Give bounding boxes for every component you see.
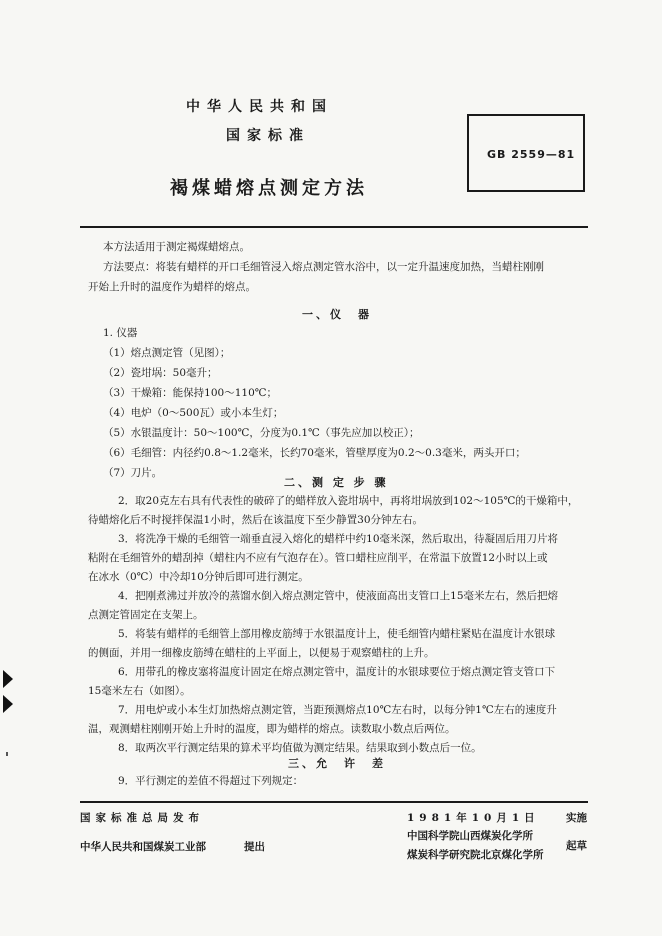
list-item: （1）熔点测定管（见图）； [103,347,231,359]
scan-speck [6,752,8,756]
procedure-line: 2．取20克左右具有代表性的破碎了的蜡样放入瓷坩埚中，再将坩埚放到102～105℃的干燥箱中， [118,495,579,507]
procedure-line: 粘附在毛细管外的蜡刮掉（蜡柱内不应有气泡存在）。管口蜡柱应削平，在常温下放置12小时以上或 [88,552,548,564]
procedure-line: 点测定管固定在支架上。 [88,609,204,621]
header-divider [80,226,588,228]
procedure-line: 的侧面，并用一细橡皮筋缚在蜡柱的上平面上，以便易于观察蜡柱的上升。 [88,647,435,659]
procedure-line: 3．将洗净干燥的毛细管一端垂直浸入熔化的蜡样中约10毫米深，然后取出，待凝固后用刀片将 [118,533,559,545]
intro-method-line: 开始上升时的温度作为蜡样的熔点。 [88,281,256,293]
procedure-line: 5．将装有蜡样的毛细管上部用橡皮筋缚于水银温度计上，使毛细管内蜡柱紧贴在温度计水银球 [118,628,556,640]
procedure-line: 温，观测蜡柱刚刚开始上升时的温度，即为蜡样的熔点。读数取小数点后两位。 [88,723,456,735]
section-heading-tolerance: 三、允 许 差 [288,757,386,770]
list-item: （7）刀片。 [103,467,163,479]
list-item: （5）水银温度计：50～100℃，分度为0.1℃（事先应加以校正）； [103,427,420,439]
list-item: 1. 仪器 [103,327,138,339]
margin-marker-icon [3,670,13,688]
procedure-line: 8．取两次平行测定结果的算术平均值做为测定结果。结果取到小数点后一位。 [118,742,482,754]
drafter: 煤炭科学研究院北京煤化学所 [407,849,544,861]
country-name: 中华人民共和国 [186,99,333,115]
section-heading-procedure: 二、测 定 步 骤 [284,476,389,489]
proposer-action: 提出 [244,841,265,853]
list-item: （4）电炉（0～500瓦）或小本生灯； [103,407,284,419]
list-item: （3）干燥箱：能保持100～110℃； [103,387,278,399]
issuer: 国家标准总局发布 [80,812,204,824]
footer-divider [80,801,588,803]
tolerance-line: 9．平行测定的差值不得超过下列规定： [118,775,304,787]
procedure-line: 6．用带孔的橡皮塞将温度计固定在熔点测定管中，温度计的水银球要位于熔点测定管支管口下 [118,666,556,678]
margin-marker-icon [3,695,13,713]
intro-method-line: 方法要点：将装有蜡样的开口毛细管浸入熔点测定管水浴中，以一定升温速度加热，当蜡柱刚刚 [103,261,544,273]
procedure-line: 在冰水（0℃）中冷却10分钟后即可进行测定。 [88,571,309,583]
proposer: 中华人民共和国煤炭工业部 [80,841,206,853]
procedure-line: 4．把刚煮沸过并放冷的蒸馏水倒入熔点测定管中，使液面高出支管口上15毫米左右，然后把熔 [118,590,559,602]
list-item: （2）瓷坩埚：50毫升； [103,367,218,379]
standard-code: GB 2559—81 [487,148,576,161]
implementation-label: 实施 [566,812,587,824]
list-item: （6）毛细管：内径约0.8～1.2毫米，长约70毫米，管壁厚度为0.2～0.3毫米，两头开口； [103,447,526,459]
section-heading-apparatus: 一、仪 器 [302,308,372,321]
document-title: 褐煤蜡熔点测定方法 [170,178,368,199]
standard-type: 国家标准 [226,128,310,144]
drafter-action: 起草 [566,840,587,852]
procedure-line: 7．用电炉或小本生灯加热熔点测定管，当距预测熔点10℃左右时，以每分钟1℃左右的速度升 [118,704,557,716]
implementation-date: 1981年10月1日 [407,812,540,824]
intro-paragraph: 本方法适用于测定褐煤蜡熔点。 [103,241,250,253]
drafter: 中国科学院山西煤炭化学所 [407,830,533,842]
procedure-line: 待蜡熔化后不时搅拌保温1小时，然后在该温度下至少静置30分钟左右。 [88,514,424,526]
procedure-line: 15毫米左右（如图）。 [88,685,191,697]
